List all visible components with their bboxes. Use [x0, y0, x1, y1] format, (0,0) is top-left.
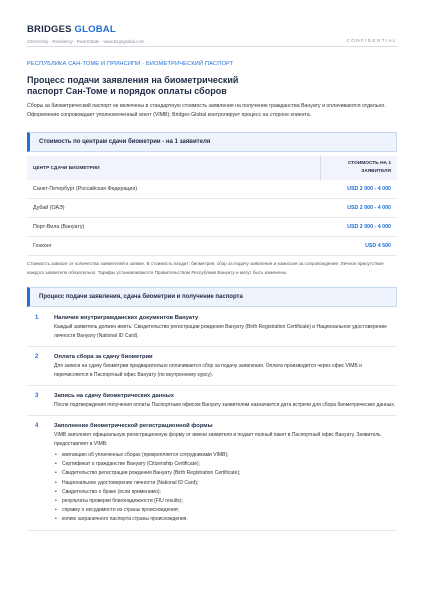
process-step [27, 392, 397, 416]
step-text: VIMB заполняет официальную регистрационную форму от имени заявителя и подает полный пакет в Паспортный офис Вануату. Заявитель предоставляет в VIMB: [54, 432, 381, 447]
list-item: • Свидетельство о браке (если применимо); [54, 488, 397, 497]
list-item: • Сертификат о гражданстве Вануату (Citizenship Certificate); [54, 460, 397, 469]
confidential-label: CONFIDENTIAL [346, 38, 397, 43]
step-text: Каждый заявитель должен иметь: Свидетельство регистрации рождения Вануату (Birth Registration Certificate) и Национальное удостоверение личности Вануату (National ID Card). [54, 324, 387, 339]
list-item: • квитанцию об уплаченных сборах (прикрепляется сотрудниками VIMB); [54, 451, 397, 460]
required-documents-list [54, 451, 397, 525]
step-text: Для записи на сдачу биометрии предварительно оплачивается сбор за подачу заявления. Оплата производится через офис VIMB и перечисляется в Паспортный офис Вануату (по внутреннему курсу). [54, 363, 362, 378]
step-title: Оплата сбора за сдачу биометрии [54, 354, 153, 360]
brand-accent: GLOBAL [74, 24, 116, 35]
center-cell: Дубай (ОАЭ) [27, 199, 321, 218]
step-number: 3 [35, 393, 39, 399]
cost-cell: USD 4 500 [321, 237, 398, 256]
step-title: Наличие внутригражданских документов Вануату [54, 315, 199, 321]
table-row [27, 180, 397, 199]
step-number: 1 [35, 315, 39, 321]
section-tag: РЕСПУБЛИКА САН-ТОМЕ И ПРИНСИПИ · БИОМЕТРИЧЕСКИЙ ПАСПОРТ [27, 61, 234, 67]
page-header [27, 0, 397, 47]
process-step [27, 314, 397, 347]
step-title: Запись на сдачу биометрических данных [54, 393, 174, 399]
cost-section-heading: Стоимость по центрам сдачи биометрии - на 1 заявителя [27, 132, 397, 152]
table-row [27, 218, 397, 237]
step-number: 2 [35, 354, 39, 360]
process-step [27, 422, 397, 531]
process-step [27, 353, 397, 386]
step-text: После подтверждения получения оплаты Паспортным офисом Вануату заявителям назначается дата встречи для сбора биометрических данных. [54, 402, 396, 408]
page-title: Процесс подачи заявления на биометрический паспорт Сан-Томе и порядок оплаты сборов [27, 75, 239, 96]
center-cell: Санкт-Петербург (Российская Федерация) [27, 180, 321, 199]
process-steps [27, 314, 397, 531]
table-row [27, 199, 397, 218]
table-row [27, 237, 397, 256]
cost-note: Стоимость зависит от количества заявителей в заявке. В стоимость входит: биометрия, сбор за подачу заявления и комиссия за сопровождение. Личное присутствие каждого заявителя обязательно. Тарифы устанавливаются Правительством Республики Вануату и могут быть изменены. [27, 261, 384, 275]
cost-table-header [27, 156, 397, 180]
cost-table [27, 156, 397, 256]
list-item: • Свидетельство регистрации рождения Вануату (Birth Registration Certificate); [54, 469, 397, 478]
center-cell: Порт-Вила (Вануату) [27, 218, 321, 237]
cost-cell: USD 2 000 - 4 000 [321, 199, 398, 218]
cost-cell: USD 2 000 - 4 000 [321, 180, 398, 199]
column-header-center: ЦЕНТР СДАЧИ БИОМЕТРИИ [27, 156, 321, 180]
brand-logo [27, 24, 397, 35]
center-cell: Гонконг [27, 237, 321, 256]
list-item: • копию заграничного паспорта страны происхождения. [54, 515, 397, 524]
step-title: Заполнение биометрической регистрационной формы [54, 423, 213, 429]
list-item: • справку о несудимости из страны происхождения; [54, 506, 397, 515]
list-item: • Национальное удостоверение личности (National ID Card); [54, 479, 397, 488]
cost-cell: USD 2 000 - 4 000 [321, 218, 398, 237]
brand-tagline: Citizenship · Residency · Real Estate · www.bsgsglobal.com [27, 39, 145, 44]
column-header-cost: СТОИМОСТЬ НА 1 ЗАЯВИТЕЛЯ [321, 156, 398, 180]
list-item: • результаты проверки благонадежности (FIU results); [54, 497, 397, 506]
process-section-heading: Процесс подачи заявления, сдача биометрии и получение паспорта [27, 287, 397, 307]
intro-paragraph: Сборы за биометрический паспорт не включены в стандартную стоимость заявления на получение гражданства Вануату и оплачиваются отдельно. Оформление сопровождает уполномоченный агент (VIMB); Bridges Global контролирует процесс на стороне клиента. [27, 103, 386, 118]
brand-name: BRIDGES [27, 24, 72, 35]
step-number: 4 [35, 423, 39, 429]
